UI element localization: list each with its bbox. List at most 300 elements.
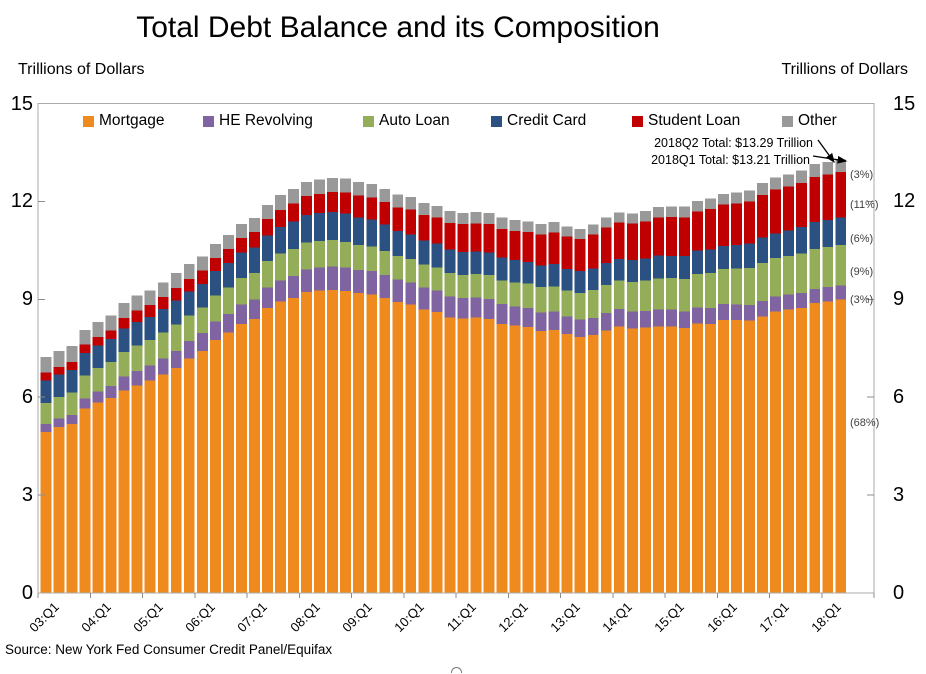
bar-segment-student-loan bbox=[366, 197, 377, 219]
bar-segment-other bbox=[210, 244, 221, 258]
y-tick-label-right-12: 12 bbox=[893, 190, 916, 213]
bar-segment-auto-loan bbox=[184, 315, 195, 341]
bar-segment-mortgage bbox=[705, 324, 716, 593]
bar-segment-mortgage bbox=[418, 309, 429, 593]
bar-segment-other bbox=[575, 229, 586, 239]
bar-segment-he-revolving bbox=[627, 312, 638, 329]
bar-segment-other bbox=[783, 175, 794, 187]
bar-segment-student-loan bbox=[301, 196, 312, 215]
bar-segment-auto-loan bbox=[744, 268, 755, 305]
y-tick-label-left-0: 0 bbox=[21, 582, 33, 604]
bar-segment-mortgage bbox=[510, 326, 521, 593]
bar-segment-credit-card bbox=[288, 222, 299, 249]
bar-segment-student-loan bbox=[379, 202, 390, 225]
legend-label: Student Loan bbox=[648, 112, 741, 129]
bar-segment-credit-card bbox=[158, 309, 169, 333]
bar-segment-student-loan bbox=[327, 192, 338, 212]
bar-segment-credit-card bbox=[679, 256, 690, 279]
bar-segment-student-loan bbox=[106, 331, 117, 339]
bar-segment-he-revolving bbox=[223, 314, 234, 333]
bar-segment-auto-loan bbox=[510, 282, 521, 306]
bar-segment-other bbox=[327, 178, 338, 192]
bar-segment-credit-card bbox=[210, 271, 221, 295]
bar-segment-mortgage bbox=[783, 309, 794, 593]
bar-segment-other bbox=[470, 212, 481, 223]
bar-segment-credit-card bbox=[431, 244, 442, 268]
stacked-bars bbox=[41, 159, 847, 593]
bar-segment-he-revolving bbox=[314, 267, 325, 290]
bar-segment-credit-card bbox=[523, 262, 534, 284]
bar-segment-other bbox=[431, 206, 442, 218]
bar-segment-he-revolving bbox=[796, 293, 807, 308]
bar-segment-student-loan bbox=[744, 202, 755, 244]
bar-segment-credit-card bbox=[666, 256, 677, 278]
bar-segment-mortgage bbox=[223, 333, 234, 593]
bar-segment-mortgage bbox=[523, 327, 534, 593]
x-tick-label: 09:Q1 bbox=[338, 599, 375, 635]
bar-segment-auto-loan bbox=[705, 273, 716, 308]
bar-segment-credit-card bbox=[93, 345, 104, 368]
bar-segment-credit-card bbox=[614, 259, 625, 281]
x-tick-label: 15:Q1 bbox=[651, 599, 688, 635]
bar-segment-he-revolving bbox=[54, 419, 65, 427]
bar-segment-other bbox=[536, 224, 547, 234]
bar-segment-he-revolving bbox=[510, 306, 521, 325]
bar-segment-he-revolving bbox=[679, 312, 690, 328]
bar-segment-mortgage bbox=[470, 318, 481, 593]
bar-segment-other bbox=[106, 316, 117, 331]
page-artifact bbox=[451, 667, 462, 673]
bar-segment-mortgage bbox=[588, 335, 599, 593]
bar-segment-credit-card bbox=[457, 252, 468, 275]
bar-segment-mortgage bbox=[392, 302, 403, 593]
x-tick-label: 10:Q1 bbox=[391, 599, 427, 635]
bar-segment-mortgage bbox=[562, 334, 573, 593]
bar-segment-auto-loan bbox=[379, 251, 390, 275]
bar-segment-student-loan bbox=[588, 235, 599, 269]
bar-segment-auto-loan bbox=[523, 284, 534, 308]
bar-segment-credit-card bbox=[314, 213, 325, 241]
bar-segment-he-revolving bbox=[653, 310, 664, 327]
bar-segment-other bbox=[392, 195, 403, 208]
bar-segment-he-revolving bbox=[588, 318, 599, 335]
bar-segment-student-loan bbox=[80, 345, 91, 353]
bar-segment-other bbox=[301, 182, 312, 196]
bar-segment-mortgage bbox=[692, 323, 703, 593]
bar-segment-he-revolving bbox=[549, 312, 560, 330]
bar-segment-auto-loan bbox=[757, 263, 768, 301]
bar-segment-other bbox=[353, 182, 364, 196]
x-tick-label: 18:Q1 bbox=[808, 599, 844, 635]
bar-segment-he-revolving bbox=[340, 268, 351, 291]
bar-segment-credit-card bbox=[366, 220, 377, 247]
bar-segment-other bbox=[184, 264, 195, 279]
bar-segment-mortgage bbox=[184, 358, 195, 593]
bar-segment-credit-card bbox=[757, 238, 768, 263]
bar-segment-auto-loan bbox=[93, 368, 104, 392]
bar-segment-other bbox=[223, 235, 234, 249]
share-label-mortgage: (68%) bbox=[850, 417, 880, 429]
bar-segment-student-loan bbox=[627, 224, 638, 261]
bar-segment-student-loan bbox=[692, 212, 703, 251]
bar-segment-student-loan bbox=[523, 232, 534, 262]
bar-segment-other bbox=[666, 207, 677, 217]
bar-segment-he-revolving bbox=[158, 358, 169, 374]
bar-segment-other bbox=[119, 303, 130, 318]
bar-segment-mortgage bbox=[54, 427, 65, 593]
bar-segment-other bbox=[418, 203, 429, 215]
bar-segment-credit-card bbox=[783, 230, 794, 255]
share-label-auto-loan: (9%) bbox=[850, 266, 874, 278]
legend-swatch-icon bbox=[782, 116, 793, 127]
bar-segment-student-loan bbox=[666, 217, 677, 256]
bar-segment-auto-loan bbox=[340, 242, 351, 268]
bar-segment-auto-loan bbox=[54, 397, 65, 419]
bar-segment-credit-card bbox=[262, 235, 273, 261]
bar-segment-student-loan bbox=[119, 318, 130, 329]
bar-segment-auto-loan bbox=[718, 269, 729, 304]
bar-segment-mortgage bbox=[405, 305, 416, 593]
annotation-arrows bbox=[813, 140, 846, 162]
bar-segment-auto-loan bbox=[236, 278, 247, 305]
bar-segment-he-revolving bbox=[353, 270, 364, 293]
bar-segment-mortgage bbox=[145, 381, 156, 593]
chart-title: Total Debt Balance and its Composition bbox=[136, 11, 660, 44]
x-tick-label: 04:Q1 bbox=[78, 599, 115, 635]
bar-segment-he-revolving bbox=[418, 288, 429, 310]
bar-segment-auto-loan bbox=[197, 307, 208, 333]
bar-segment-other bbox=[510, 220, 521, 231]
bar-segment-credit-card bbox=[327, 212, 338, 240]
bar-segment-auto-loan bbox=[158, 333, 169, 359]
bar-segment-he-revolving bbox=[705, 308, 716, 324]
bar-segment-credit-card bbox=[171, 300, 182, 324]
bar-segment-mortgage bbox=[549, 330, 560, 593]
bar-segment-mortgage bbox=[614, 326, 625, 593]
bar-segment-mortgage bbox=[653, 326, 664, 593]
bar-segment-he-revolving bbox=[392, 280, 403, 303]
bar-segment-other bbox=[158, 282, 169, 297]
bar-segment-credit-card bbox=[418, 241, 429, 265]
bar-segment-other bbox=[796, 170, 807, 182]
bar-segment-he-revolving bbox=[783, 295, 794, 310]
bar-segment-other bbox=[379, 189, 390, 202]
bar-segment-student-loan bbox=[510, 231, 521, 260]
bar-segment-student-loan bbox=[405, 210, 416, 235]
legend-label: Auto Loan bbox=[379, 112, 450, 129]
bar-segment-student-loan bbox=[236, 238, 247, 253]
bar-segment-student-loan bbox=[679, 217, 690, 256]
bar-segment-student-loan bbox=[757, 195, 768, 238]
bar-segment-he-revolving bbox=[132, 371, 143, 385]
bar-segment-auto-loan bbox=[640, 281, 651, 311]
bar-segment-credit-card bbox=[601, 263, 612, 285]
bar-segment-other bbox=[457, 213, 468, 224]
x-tick-label: 14:Q1 bbox=[599, 599, 636, 635]
bar-segment-auto-loan bbox=[536, 287, 547, 312]
legend-swatch-icon bbox=[632, 116, 643, 127]
bar-segment-auto-loan bbox=[171, 324, 182, 351]
bar-segment-he-revolving bbox=[119, 377, 130, 391]
bar-segment-mortgage bbox=[601, 330, 612, 593]
y-tick-label-right-15: 15 bbox=[893, 92, 916, 115]
bar-segment-student-loan bbox=[653, 218, 664, 256]
bar-segment-auto-loan bbox=[692, 274, 703, 308]
bar-segment-he-revolving bbox=[822, 287, 833, 301]
bar-segment-he-revolving bbox=[523, 308, 534, 327]
bar-segment-auto-loan bbox=[562, 290, 573, 316]
bar-segment-mortgage bbox=[236, 324, 247, 593]
bar-segment-mortgage bbox=[171, 368, 182, 593]
bar-segment-student-loan bbox=[497, 229, 508, 257]
y-tick-label-right-6: 6 bbox=[893, 386, 905, 409]
bar-segment-auto-loan bbox=[405, 259, 416, 282]
bar-segment-credit-card bbox=[822, 220, 833, 247]
bar-segment-he-revolving bbox=[210, 321, 221, 339]
y-tick-label-right-9: 9 bbox=[893, 288, 905, 311]
bar-segment-credit-card bbox=[444, 249, 455, 273]
share-label-he-revolving: (3%) bbox=[850, 294, 874, 306]
bar-segment-auto-loan bbox=[418, 265, 429, 288]
bar-segment-student-loan bbox=[783, 187, 794, 231]
bar-segment-mortgage bbox=[822, 301, 833, 593]
bar-segment-other bbox=[692, 201, 703, 212]
bar-segment-student-loan bbox=[549, 232, 560, 264]
bar-segment-other bbox=[197, 257, 208, 271]
bar-segment-mortgage bbox=[197, 351, 208, 593]
bar-segment-auto-loan bbox=[249, 273, 260, 299]
bar-segment-other bbox=[171, 273, 182, 288]
bar-segment-credit-card bbox=[379, 225, 390, 251]
bar-segment-auto-loan bbox=[275, 254, 286, 281]
bar-segment-other bbox=[132, 296, 143, 311]
bar-segment-other bbox=[757, 183, 768, 195]
bar-segment-student-loan bbox=[184, 279, 195, 292]
bar-segment-other bbox=[366, 184, 377, 197]
bar-segment-he-revolving bbox=[497, 304, 508, 324]
bar-segment-auto-loan bbox=[301, 243, 312, 270]
bar-segment-credit-card bbox=[575, 271, 586, 293]
bar-segment-student-loan bbox=[275, 210, 286, 227]
bar-segment-other bbox=[444, 211, 455, 223]
legend-label: Credit Card bbox=[507, 112, 587, 129]
bar-segment-he-revolving bbox=[67, 415, 78, 424]
bar-segment-credit-card bbox=[67, 370, 78, 393]
bar-segment-he-revolving bbox=[692, 307, 703, 323]
bar-segment-student-loan bbox=[822, 175, 833, 220]
bar-segment-credit-card bbox=[640, 259, 651, 281]
bar-segment-mortgage bbox=[158, 374, 169, 593]
bar-segment-mortgage bbox=[809, 303, 820, 593]
bar-segment-other bbox=[67, 346, 78, 362]
bar-segment-credit-card bbox=[106, 339, 117, 362]
bar-segment-other bbox=[41, 357, 52, 373]
bar-segment-other bbox=[588, 225, 599, 235]
bar-segment-he-revolving bbox=[457, 298, 468, 319]
bar-segment-credit-card bbox=[588, 268, 599, 290]
bar-segment-student-loan bbox=[796, 183, 807, 227]
bar-segment-other bbox=[562, 227, 573, 237]
bar-segment-student-loan bbox=[562, 237, 573, 269]
bar-segment-other bbox=[80, 330, 91, 345]
bar-segment-auto-loan bbox=[666, 278, 677, 310]
bar-segment-mortgage bbox=[80, 408, 91, 593]
bar-segment-he-revolving bbox=[93, 392, 104, 403]
bar-segment-he-revolving bbox=[236, 305, 247, 325]
y-tick-label-right-3: 3 bbox=[893, 484, 905, 507]
bar-segment-mortgage bbox=[366, 295, 377, 593]
bar-segment-he-revolving bbox=[184, 341, 195, 358]
bar-segment-other bbox=[340, 179, 351, 193]
bar-segment-he-revolving bbox=[666, 310, 677, 327]
share-label-credit-card: (6%) bbox=[850, 233, 874, 245]
bar-segment-auto-loan bbox=[614, 280, 625, 309]
x-tick-label: 08:Q1 bbox=[286, 599, 323, 635]
bar-segment-student-loan bbox=[314, 194, 325, 213]
bar-segment-student-loan bbox=[158, 297, 169, 309]
bar-segment-credit-card bbox=[184, 291, 195, 315]
bar-segment-credit-card bbox=[132, 322, 143, 346]
bar-segment-auto-loan bbox=[457, 275, 468, 298]
x-tick-label: 11:Q1 bbox=[443, 599, 479, 635]
bar-segment-student-loan bbox=[392, 207, 403, 231]
bar-segment-mortgage bbox=[497, 324, 508, 593]
bar-segment-he-revolving bbox=[366, 271, 377, 295]
bar-segment-credit-card bbox=[41, 381, 52, 404]
bar-segment-student-loan bbox=[484, 224, 495, 252]
bar-segment-student-loan bbox=[54, 367, 65, 375]
bar-segment-mortgage bbox=[444, 317, 455, 593]
bar-segment-other bbox=[93, 322, 104, 337]
bar-segment-mortgage bbox=[314, 290, 325, 593]
bar-segment-auto-loan bbox=[470, 274, 481, 297]
bar-segment-student-loan bbox=[718, 205, 729, 246]
bar-segment-student-loan bbox=[171, 288, 182, 300]
bar-segment-mortgage bbox=[288, 298, 299, 593]
bar-segment-student-loan bbox=[353, 196, 364, 218]
bar-segment-credit-card bbox=[275, 227, 286, 253]
x-tick-label: 03:Q1 bbox=[26, 599, 62, 635]
bar-segment-he-revolving bbox=[431, 290, 442, 312]
bar-segment-mortgage bbox=[679, 328, 690, 593]
bar-segment-he-revolving bbox=[640, 311, 651, 328]
bar-segment-mortgage bbox=[744, 321, 755, 593]
bar-segment-student-loan bbox=[575, 239, 586, 271]
bar-segment-auto-loan bbox=[575, 293, 586, 319]
legend-swatch-icon bbox=[363, 116, 374, 127]
bar-segment-student-loan bbox=[536, 235, 547, 266]
bar-segment-mortgage bbox=[640, 328, 651, 593]
bar-segment-auto-loan bbox=[549, 286, 560, 311]
bar-segment-he-revolving bbox=[41, 424, 52, 432]
bar-segment-other bbox=[718, 194, 729, 205]
bar-segment-he-revolving bbox=[249, 299, 260, 319]
bar-segment-credit-card bbox=[353, 217, 364, 244]
bar-segment-student-loan bbox=[197, 271, 208, 284]
bar-segment-mortgage bbox=[431, 312, 442, 593]
bar-segment-other bbox=[405, 197, 416, 209]
bar-segment-credit-card bbox=[744, 244, 755, 268]
legend-label: HE Revolving bbox=[219, 112, 313, 129]
bar-segment-mortgage bbox=[275, 302, 286, 593]
bar-segment-auto-loan bbox=[288, 249, 299, 276]
bar-segment-credit-card bbox=[484, 253, 495, 276]
bar-segment-auto-loan bbox=[796, 254, 807, 293]
bar-segment-student-loan bbox=[418, 215, 429, 240]
bar-segment-he-revolving bbox=[731, 305, 742, 321]
bar-segment-mortgage bbox=[575, 337, 586, 593]
bar-segment-auto-loan bbox=[588, 290, 599, 318]
bar-segment-auto-loan bbox=[80, 376, 91, 399]
bar-segment-student-loan bbox=[145, 305, 156, 317]
bar-segment-auto-loan bbox=[314, 241, 325, 267]
bar-segment-he-revolving bbox=[80, 399, 91, 409]
y-tick-label-left-6: 6 bbox=[21, 386, 33, 409]
bar-segment-student-loan bbox=[41, 373, 52, 381]
x-tick-label: 07:Q1 bbox=[234, 599, 271, 635]
bar-segment-credit-card bbox=[627, 260, 638, 282]
x-tick-label: 13:Q1 bbox=[547, 599, 584, 635]
bar-segment-mortgage bbox=[67, 424, 78, 593]
bar-segment-student-loan bbox=[640, 222, 651, 259]
bar-segment-he-revolving bbox=[809, 289, 820, 303]
bar-segment-mortgage bbox=[379, 298, 390, 593]
bar-segment-other bbox=[640, 211, 651, 221]
bar-segment-he-revolving bbox=[301, 269, 312, 292]
bar-segment-he-revolving bbox=[575, 320, 586, 338]
bar-segment-credit-card bbox=[223, 263, 234, 287]
bar-segment-mortgage bbox=[210, 340, 221, 593]
legend-label: Mortgage bbox=[99, 112, 165, 129]
bar-segment-other bbox=[731, 193, 742, 204]
bar-segment-other bbox=[601, 217, 612, 227]
x-tick-label: 05:Q1 bbox=[130, 599, 167, 635]
bar-segment-mortgage bbox=[770, 311, 781, 593]
bar-segment-mortgage bbox=[340, 291, 351, 593]
y-tick-label-left-3: 3 bbox=[21, 484, 33, 507]
bar-segment-credit-card bbox=[470, 252, 481, 275]
bar-segment-mortgage bbox=[301, 292, 312, 593]
bar-segment-credit-card bbox=[692, 251, 703, 274]
bar-segment-credit-card bbox=[340, 213, 351, 241]
bar-segment-mortgage bbox=[41, 432, 52, 593]
bar-segment-he-revolving bbox=[835, 285, 846, 299]
bar-segment-other bbox=[484, 213, 495, 224]
bar-segment-mortgage bbox=[249, 319, 260, 593]
bar-segment-credit-card bbox=[301, 215, 312, 242]
bar-segment-auto-loan bbox=[497, 280, 508, 304]
bar-segment-other bbox=[549, 222, 560, 232]
bar-segment-other bbox=[523, 221, 534, 232]
bar-segment-auto-loan bbox=[119, 352, 130, 377]
bar-segment-student-loan bbox=[93, 337, 104, 345]
y-tick-label-left-9: 9 bbox=[21, 288, 33, 311]
bar-segment-credit-card bbox=[392, 231, 403, 256]
bar-segment-auto-loan bbox=[41, 403, 52, 424]
bar-segment-he-revolving bbox=[444, 296, 455, 317]
source-note: Source: New York Fed Consumer Credit Panel/Equifax bbox=[5, 642, 333, 657]
x-tick-label: 17:Q1 bbox=[755, 599, 792, 635]
bar-segment-other bbox=[627, 213, 638, 223]
bar-segment-auto-loan bbox=[132, 345, 143, 371]
bar-segment-auto-loan bbox=[770, 258, 781, 296]
bar-segment-credit-card bbox=[497, 258, 508, 281]
bar-segment-he-revolving bbox=[197, 333, 208, 351]
bar-segment-auto-loan bbox=[809, 249, 820, 289]
bar-segment-credit-card bbox=[249, 248, 260, 273]
bar-segment-auto-loan bbox=[653, 278, 664, 309]
bar-segment-other bbox=[705, 198, 716, 209]
